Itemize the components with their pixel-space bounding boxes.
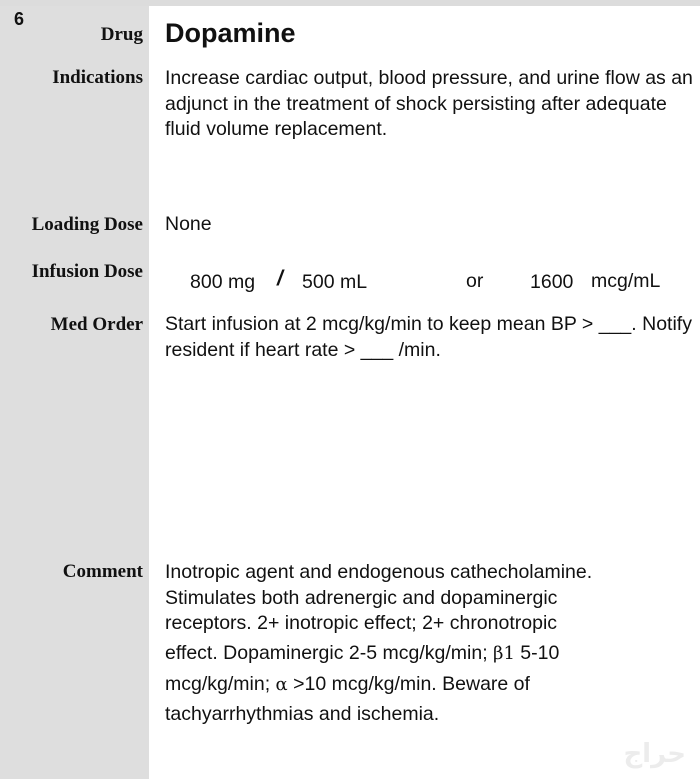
comment-line5-text: mcg/kg/min; xyxy=(165,673,271,695)
infusion-volume: 500 mL xyxy=(302,271,368,293)
drug-name: Dopamine xyxy=(165,18,296,48)
comment-line: tachyarrhythmias and ischemia. xyxy=(165,702,440,725)
indications-label: Indications xyxy=(52,67,143,88)
watermark-logo: حراج xyxy=(623,739,686,769)
comment-text xyxy=(165,560,695,727)
beta-symbol: β1 xyxy=(493,642,515,664)
card-number: 6 xyxy=(14,9,25,29)
med-order-label: Med Order xyxy=(50,314,143,335)
comment-line: Inotropic agent and endogenous cathecholamine. xyxy=(165,561,593,583)
comment-line4-text: effect. Dopaminergic 2-5 mcg/kg/min; xyxy=(165,641,488,664)
comment-line: Stimulates both adrenergic and dopaminergic xyxy=(165,586,558,609)
infusion-amount: 800 mg xyxy=(190,271,256,293)
infusion-slash: / xyxy=(277,267,283,290)
loading-dose-value: None xyxy=(165,213,212,235)
drug-label: Drug xyxy=(100,24,143,45)
alpha-symbol: α xyxy=(275,674,288,695)
comment-line xyxy=(165,641,695,667)
label-column xyxy=(0,6,149,779)
alpha-text: >10 mcg/kg/min. Beware of xyxy=(293,673,530,695)
comment-label: Comment xyxy=(62,561,143,582)
med-order-text: Start infusion at 2 mcg/kg/min to keep mean BP > ___. Notify resident if heart rate > ___ /min. xyxy=(165,313,692,361)
infusion-dose-label: Infusion Dose xyxy=(31,261,143,282)
concentration-unit: mcg/mL xyxy=(591,270,661,292)
comment-line: receptors. 2+ inotropic effect; 2+ chronotropic xyxy=(165,612,558,634)
beta-range: 5-10 xyxy=(514,641,560,664)
infusion-or: or xyxy=(466,270,484,292)
comment-line xyxy=(165,672,695,698)
concentration-value: 1600 xyxy=(530,271,574,293)
loading-dose-label: Loading Dose xyxy=(31,214,143,235)
indications-text: Increase cardiac output, blood pressure, and urine flow as an adjunct in the treatment of shock persisting after adequate fluid volume replacement. xyxy=(165,67,693,140)
